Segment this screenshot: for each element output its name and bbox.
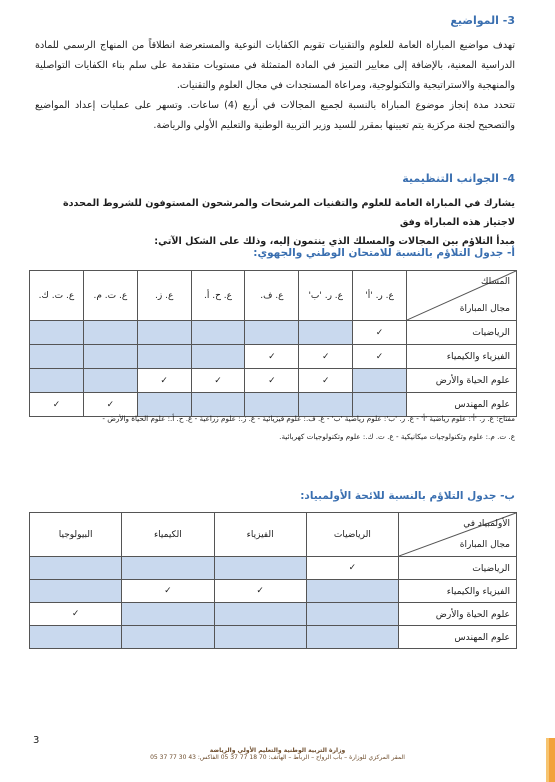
check-mark-cell: ✓ xyxy=(245,369,299,393)
row-label: علوم الحياة والأرض xyxy=(407,369,517,393)
table-a-corner-cell xyxy=(407,271,517,321)
table-row xyxy=(30,557,517,580)
table-cell xyxy=(306,603,398,626)
section-3-heading: 3- المواضيع xyxy=(450,14,515,27)
check-mark-cell: ✓ xyxy=(83,393,137,417)
table-cell xyxy=(137,321,191,345)
column-header: ع. ح. أ. xyxy=(191,271,245,321)
column-header: ع. ف. xyxy=(245,271,299,321)
table-cell xyxy=(122,603,214,626)
table-cell xyxy=(122,557,214,580)
footer-accent-bar-light xyxy=(546,738,549,782)
row-label: علوم الحياة والأرض xyxy=(399,603,517,626)
table-cell xyxy=(30,626,122,649)
table-row xyxy=(30,321,517,345)
column-header: ع. ز. xyxy=(137,271,191,321)
table-cell xyxy=(191,321,245,345)
table-row xyxy=(30,345,517,369)
table-cell xyxy=(214,557,306,580)
table-a-key xyxy=(25,410,515,446)
check-mark-cell: ✓ xyxy=(30,393,84,417)
footer-accent-bar xyxy=(549,738,555,782)
page-number: 3 xyxy=(33,735,40,746)
table-cell xyxy=(306,626,398,649)
section-4-intro xyxy=(35,194,515,251)
section-4-intro-line-1: يشارك في المباراة العامة للعلوم والتقنيات المرشحات والمرشحون المستوفون للشروط المحددة لاجتياز هذه المباراة وفق xyxy=(62,198,515,228)
row-label: الفيزياء والكيمياء xyxy=(407,345,517,369)
table-a-header-row xyxy=(30,271,517,321)
table-cell xyxy=(83,321,137,345)
table-b-header-row xyxy=(30,513,517,557)
check-mark-cell: ✓ xyxy=(245,345,299,369)
row-label: علوم المهندس xyxy=(399,626,517,649)
table-cell xyxy=(137,345,191,369)
column-header: الرياضيات xyxy=(306,513,398,557)
row-label: الرياضيات xyxy=(399,557,517,580)
column-header: ع. ت. م. xyxy=(83,271,137,321)
row-label: الرياضيات xyxy=(407,321,517,345)
table-cell xyxy=(214,603,306,626)
row-label: الفيزياء والكيمياء xyxy=(399,580,517,603)
check-mark-cell: ✓ xyxy=(353,345,407,369)
table-cell xyxy=(30,321,84,345)
table-row xyxy=(30,626,517,649)
table-cell xyxy=(353,369,407,393)
section-3-paragraph-1: تهدف مواضيع المباراة العامة للعلوم والتقنيات تقويم الكفايات النوعية والمستعرضة انطلاقاً من المنهاج الرسمي للمادة الدراسية المعنية، بالإضافة إلى معايير التميز في المادة المتمثلة في مستويات متقدمة على سلم بناء الكفايات التواصلية والمنهجية والاستراتيجية والتكنولوجية، ومراعاة المستجدات في مجال العلوم والتقنيات. xyxy=(35,40,515,91)
table-cell xyxy=(83,345,137,369)
row-label: علوم المهندس xyxy=(407,393,517,417)
column-header: ع. ر. 'أ' xyxy=(353,271,407,321)
check-mark-cell: ✓ xyxy=(299,369,353,393)
section-3-body xyxy=(35,36,515,136)
check-mark-cell: ✓ xyxy=(122,580,214,603)
column-header: الكيمياء xyxy=(122,513,214,557)
table-cell xyxy=(83,369,137,393)
check-mark-cell: ✓ xyxy=(299,345,353,369)
table-cell xyxy=(30,369,84,393)
section-3-paragraph-2: تتحدد مدة إنجاز موضوع المباراة بالنسبة لجميع المجالات في أربع (4) ساعات. وتسهر على عمليات إعداد المواضيع والتصحيح لجنة مركزية يتم تعيينها بمقرر للسيد وزير التربية الوطنية والتعليم الأولي والرياضة. xyxy=(35,100,515,131)
section-4-intro-line-2: مبدأ التلاؤم بين المجالات والمسلك الذي ينتمون إليه، وذلك على الشكل الآتي: xyxy=(154,236,515,247)
page-footer xyxy=(0,747,555,761)
key-line-1: مفتاح: ع. ر. 'أ': علوم رياضية 'أ' - ع. ر. 'ب': علوم رياضية 'ب' - ع. ف.: علوم فيزيائية - ع. ز.: علوم زراعية - ع. ح. أ.: علوم الحياة والأرض - xyxy=(102,414,515,423)
table-cell xyxy=(30,345,84,369)
corner-bottom-label: مجال المباراة xyxy=(459,540,510,550)
table-cell xyxy=(122,626,214,649)
table-row xyxy=(30,603,517,626)
table-b-title: ب- جدول التلاؤم بالنسبة للائحة الأولمبياد: xyxy=(300,490,515,502)
table-b-corner-cell xyxy=(399,513,517,557)
table-cell xyxy=(30,557,122,580)
check-mark-cell: ✓ xyxy=(191,369,245,393)
table-cell xyxy=(30,580,122,603)
table-cell xyxy=(214,626,306,649)
column-header: ع. ت. ك. xyxy=(30,271,84,321)
corner-bottom-label: مجال المباراة xyxy=(459,304,510,314)
table-a-title: أ- جدول التلاؤم بالنسبة للامتحان الوطني والجهوي: xyxy=(253,247,515,259)
check-mark-cell: ✓ xyxy=(306,557,398,580)
table-b xyxy=(29,512,517,649)
table-cell xyxy=(306,580,398,603)
table-a xyxy=(29,270,517,417)
corner-top-label: الأولمبياد في xyxy=(463,519,510,529)
check-mark-cell: ✓ xyxy=(353,321,407,345)
section-4-heading: 4- الجوانب التنظيمية xyxy=(402,172,515,185)
check-mark-cell: ✓ xyxy=(214,580,306,603)
check-mark-cell: ✓ xyxy=(137,369,191,393)
table-cell xyxy=(245,321,299,345)
table-row xyxy=(30,369,517,393)
footer-address: المقر المركزي للوزارة – باب الرواح – الرباط – الهاتف: 70 18 77 37 05 الفاكس: 43 30 77 37 05 xyxy=(150,754,405,761)
column-header: البيولوجيا xyxy=(30,513,122,557)
table-cell xyxy=(299,321,353,345)
column-header: الفيزياء xyxy=(214,513,306,557)
table-cell xyxy=(191,345,245,369)
key-line-2: ع. ت. م.: علوم وتكنولوجيات ميكانيكية - ع. ت. ك.: علوم وتكنولوجيات كهربائية. xyxy=(279,432,515,441)
corner-top-label: المسلك xyxy=(480,277,510,287)
footer-ministry: وزارة التربية الوطنية والتعليم الأولي والرياضة xyxy=(209,747,346,754)
check-mark-cell: ✓ xyxy=(30,603,122,626)
table-row xyxy=(30,580,517,603)
column-header: ع. ر. 'ب' xyxy=(299,271,353,321)
